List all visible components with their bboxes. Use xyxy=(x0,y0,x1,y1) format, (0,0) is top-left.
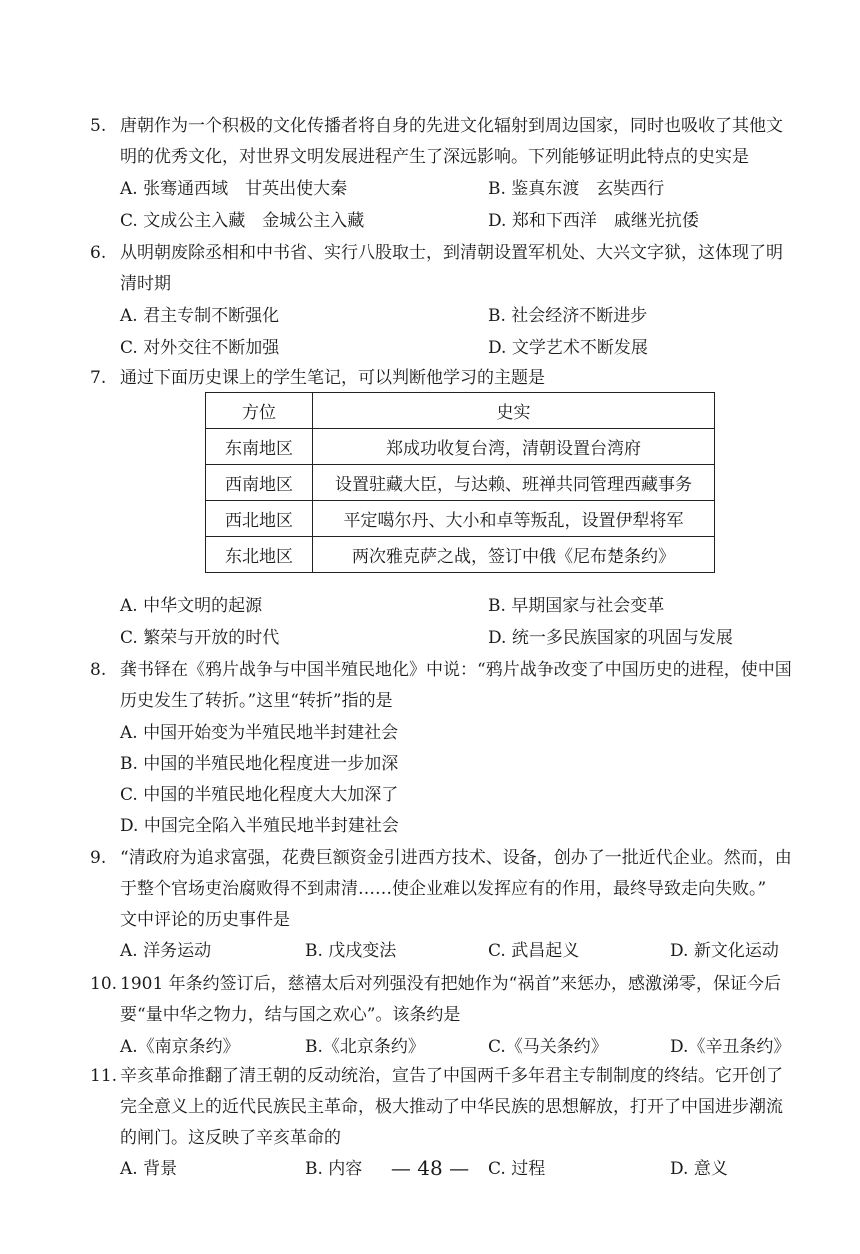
column-header: 史实 xyxy=(313,393,715,429)
question-stem-line: 文中评论的历史事件是 xyxy=(120,910,290,930)
table-row xyxy=(206,465,715,501)
question-number: 5. xyxy=(90,116,107,136)
option-b: B.《北京条约》 xyxy=(305,1037,425,1057)
option-b: B. 鉴真东渡 玄奘西行 xyxy=(488,179,665,199)
question-number: 9. xyxy=(90,848,107,868)
question-stem-line: 要“量中华之物力，结与国之欢心”。该条约是 xyxy=(120,1005,461,1025)
option-c: C. 繁荣与开放的时代 xyxy=(120,628,280,648)
question-stem-line: 的闸门。这反映了辛亥革命的 xyxy=(120,1128,341,1148)
table-cell-fact: 郑成功收复台湾，清朝设置台湾府 xyxy=(313,429,715,465)
option-c: C. 文成公主入藏 金城公主入藏 xyxy=(120,211,365,231)
option-c: C. 对外交往不断加强 xyxy=(120,338,280,358)
option-a: A. 君主专制不断强化 xyxy=(120,306,280,326)
option-d: D. 统一多民族国家的巩固与发展 xyxy=(488,628,733,648)
question-stem-line: 辛亥革命推翻了清王朝的反动统治，宣告了中国两千多年君主专制制度的终结。它开创了 xyxy=(120,1066,783,1086)
option-a: A. 中国开始变为半殖民地半封建社会 xyxy=(120,723,399,743)
option-d: D. 中国完全陷入半殖民地半封建社会 xyxy=(120,816,399,836)
table-row xyxy=(206,501,715,537)
question-number: 11. xyxy=(90,1066,118,1086)
question-number: 7. xyxy=(90,368,107,388)
student-notes-table xyxy=(205,392,715,573)
option-b: B. 中国的半殖民地化程度进一步加深 xyxy=(120,754,399,774)
option-d: D. 新文化运动 xyxy=(670,941,779,961)
question-stem-line: 唐朝作为一个积极的文化传播者将自身的先进文化辐射到周边国家，同时也吸收了其他文 xyxy=(120,116,783,136)
option-c: C. 武昌起义 xyxy=(488,941,580,961)
table-cell-fact: 设置驻藏大臣，与达赖、班禅共同管理西藏事务 xyxy=(313,465,715,501)
page-number: — 48 — xyxy=(390,1156,470,1180)
option-c: C. 中国的半殖民地化程度大大加深了 xyxy=(120,785,399,805)
option-b: B. 戊戌变法 xyxy=(305,941,397,961)
table-cell-fact: 平定噶尔丹、大小和卓等叛乱，设置伊犁将军 xyxy=(313,501,715,537)
table-cell-region: 东南地区 xyxy=(206,429,313,465)
question-stem-line: 明的优秀文化，对世界文明发展进程产生了深远影响。下列能够证明此特点的史实是 xyxy=(120,147,749,167)
option-d: D. 郑和下西洋 戚继光抗倭 xyxy=(488,211,699,231)
option-c: C.《马关条约》 xyxy=(488,1037,608,1057)
table-cell-region: 东北地区 xyxy=(206,537,313,573)
question-stem-line: 通过下面历史课上的学生笔记，可以判断他学习的主题是 xyxy=(120,368,545,388)
question-stem-line: 龚书铎在《鸦片战争与中国半殖民地化》中说：“鸦片战争改变了中国历史的进程，使中国 xyxy=(120,660,792,680)
table-cell-fact: 两次雅克萨之战，签订中俄《尼布楚条约》 xyxy=(313,537,715,573)
question-stem-line: 历史发生了转折。”这里“转折”指的是 xyxy=(120,691,393,711)
table-cell-region: 西南地区 xyxy=(206,465,313,501)
option-a: A. 中华文明的起源 xyxy=(120,596,263,616)
option-a: A.《南京条约》 xyxy=(120,1037,240,1057)
option-a: A. 张骞通西域 甘英出使大秦 xyxy=(120,179,348,199)
option-b: B. 社会经济不断进步 xyxy=(488,306,648,326)
question-stem-line: 从明朝废除丞相和中书省、实行八股取士，到清朝设置军机处、大兴文字狱，这体现了明 xyxy=(120,243,783,263)
question-number: 8. xyxy=(90,660,107,680)
column-header: 方位 xyxy=(206,393,313,429)
question-stem-line: 于整个官场吏治腐败得不到肃清……使企业难以发挥应有的作用，最终导致走向失败。” xyxy=(120,879,767,899)
option-a: A. 洋务运动 xyxy=(120,941,212,961)
question-stem-line: “清政府为追求富强，花费巨额资金引进西方技术、设备，创办了一批近代企业。然而，由 xyxy=(120,848,792,868)
question-number: 10. xyxy=(90,974,118,994)
table-cell-region: 西北地区 xyxy=(206,501,313,537)
option-d: D. 意义 xyxy=(670,1159,728,1179)
question-stem-line: 清时期 xyxy=(120,274,171,294)
question-number: 6. xyxy=(90,243,107,263)
option-d: D. 文学艺术不断发展 xyxy=(488,338,648,358)
table-row xyxy=(206,537,715,573)
question-stem-line: 完全意义上的近代民族民主革命，极大推动了中华民族的思想解放，打开了中国进步潮流 xyxy=(120,1097,783,1117)
option-b: B. 内容 xyxy=(305,1159,363,1179)
option-a: A. 背景 xyxy=(120,1159,178,1179)
option-c: C. 过程 xyxy=(488,1159,546,1179)
table-header-row xyxy=(206,393,715,429)
question-stem-line: 1901 年条约签订后，慈禧太后对列强没有把她作为“祸首”来惩办，感激涕零，保证今后 xyxy=(120,974,782,994)
table-row xyxy=(206,429,715,465)
option-b: B. 早期国家与社会变革 xyxy=(488,596,665,616)
option-d: D.《辛丑条约》 xyxy=(670,1037,791,1057)
